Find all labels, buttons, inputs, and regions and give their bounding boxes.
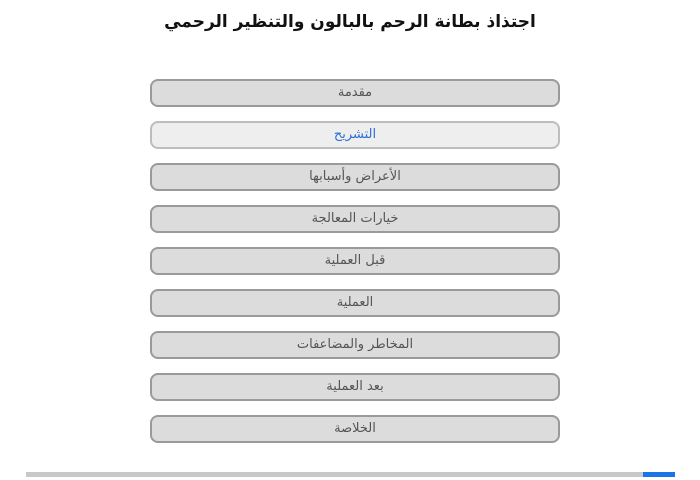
menu-item-anatomy[interactable]: التشريح: [150, 121, 560, 149]
progress-bar-fill: [643, 472, 675, 477]
menu-item-risks-complications[interactable]: المخاطر والمضاعفات: [150, 331, 560, 359]
menu-item-before-surgery[interactable]: قبل العملية: [150, 247, 560, 275]
chapter-menu: [150, 79, 560, 457]
progress-bar: [26, 472, 675, 477]
menu-item-symptoms-causes[interactable]: الأعراض وأسبابها: [150, 163, 560, 191]
menu-item-after-surgery[interactable]: بعد العملية: [150, 373, 560, 401]
menu-item-summary[interactable]: الخلاصة: [150, 415, 560, 443]
menu-item-treatment-options[interactable]: خيارات المعالجة: [150, 205, 560, 233]
page-title: اجتذاذ بطانة الرحم بالبالون والتنظير الرحمي: [164, 12, 536, 32]
menu-item-surgery[interactable]: العملية: [150, 289, 560, 317]
menu-item-introduction[interactable]: مقدمة: [150, 79, 560, 107]
